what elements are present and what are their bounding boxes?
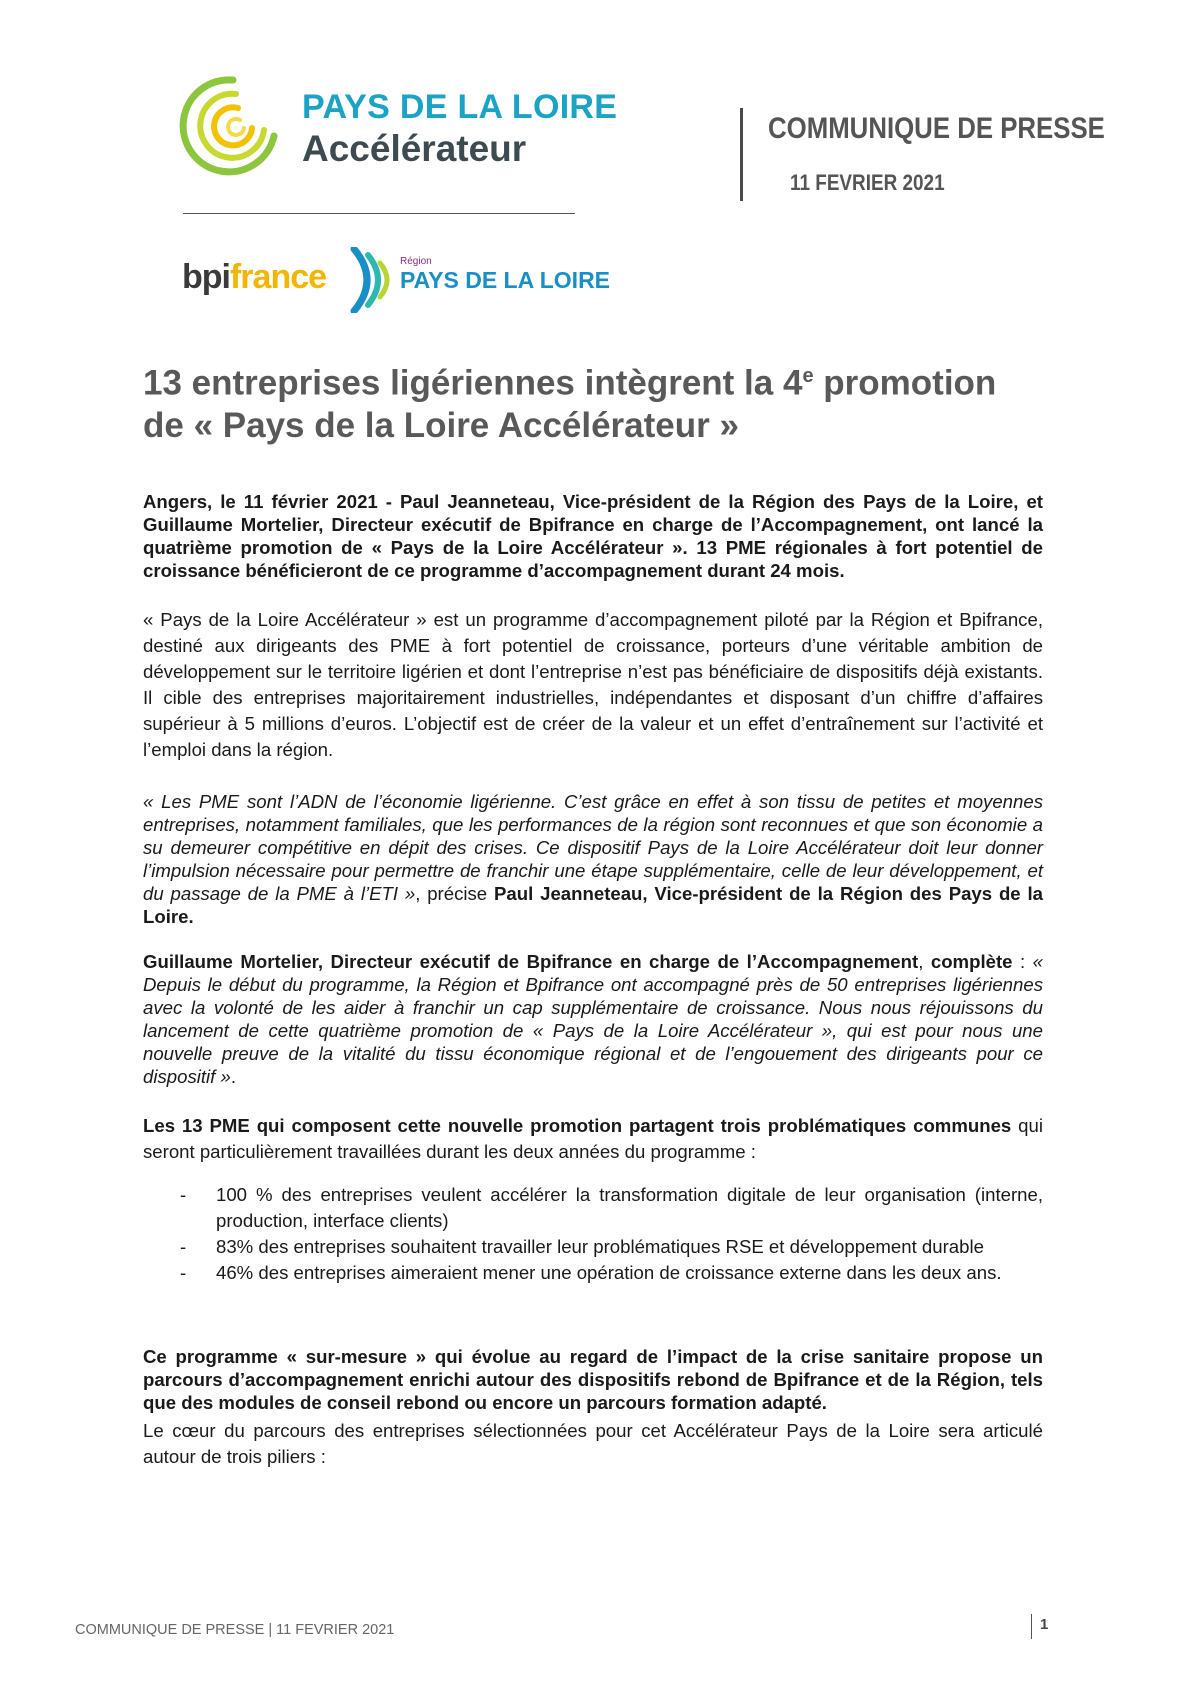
- programme-paragraph: Ce programme « sur-mesure » qui évolue au regard de l’impact de la crise sanitaire propose un parcours d’accompagnement enrichi autour des dispositifs rebond de Bpifrance et de la Région, tels que des modules de conseil rebond ou encore un parcours formation adapté.: [143, 1346, 1043, 1413]
- header-divider: [740, 108, 743, 201]
- accelerateur-swirl-icon: [178, 72, 278, 182]
- page-title: [143, 355, 1043, 447]
- list-item-text: 46% des entreprises aimeraient mener une opération de croissance externe dans les deux ans.: [216, 1262, 1002, 1283]
- piliers-paragraph: Le cœur du parcours des entreprises sélectionnées pour cet Accélérateur Pays de la Loire sera articulé autour de trois piliers :: [143, 1420, 1043, 1467]
- bpifrance-logo: [182, 258, 326, 297]
- quote-attribution-verb: , précise: [415, 883, 494, 904]
- footer-text: COMMUNIQUE DE PRESSE | 11 FEVRIER 2021: [75, 1622, 395, 1638]
- bullet-list: [180, 1182, 1043, 1286]
- quote-colon: :: [1012, 951, 1033, 972]
- region-logo-name: PAYS DE LA LOIRE: [400, 267, 611, 293]
- page-number-divider: [1031, 1614, 1032, 1639]
- press-release-title: COMMUNIQUE DE PRESSE: [768, 112, 1105, 145]
- press-release-date: 11 FEVRIER 2021: [790, 170, 945, 195]
- program-description: « Pays de la Loire Accélérateur » est un programme d’accompagnement piloté par la Région et Bpifrance, destiné aux dirigeants des PME à fort potentiel de croissance, porteurs d’une véritable ambition de développement sur le territoire ligérien et dont l’entreprise n’est pas bénéficiaire de dispositifs déjà existants. Il cible des entreprises majoritairement industrielles, indépendantes et disposant d’un chiffre d’affaires supérieur à 5 millions d’euros. L’objectif est de créer de la valeur et un effet d’entraînement sur l’activité et l’emploi dans la région.: [143, 609, 1043, 760]
- list-item: [180, 1182, 1043, 1234]
- quote-verb: complète: [930, 951, 1013, 972]
- intro-rest: qui seront particulièrement travaillées durant les deux années du programme :: [143, 1115, 1043, 1162]
- quote-speaker: Guillaume Mortelier, Directeur exécutif de Bpifrance en charge de l’Accompagnement: [143, 951, 919, 972]
- bpifrance-logo-part2: france: [229, 258, 327, 296]
- bullet-dash: -: [180, 1184, 187, 1205]
- quote-attribution: Paul Jeanneteau, Vice-président de la Région des Pays de la Loire.: [143, 883, 1044, 927]
- bullet-dash: -: [180, 1262, 187, 1283]
- title-superscript: e: [802, 365, 814, 387]
- list-item: [180, 1234, 1043, 1260]
- list-item: [180, 1260, 1043, 1286]
- region-logo-label: Région: [400, 256, 432, 267]
- title-part2: promotion de « Pays de la Loire Accélérateur »: [143, 363, 997, 445]
- list-item-text: 83% des entreprises souhaitent travailler leur problématiques RSE et développement durable: [216, 1236, 984, 1257]
- bullet-dash: -: [180, 1236, 187, 1257]
- intro-bold: Les 13 PME qui composent cette nouvelle promotion partagent trois problématiques communes: [143, 1115, 1012, 1136]
- quote-text: « Les PME sont l’ADN de l’économie ligérienne. C’est grâce en effet à son tissu de petites et moyennes entreprises, notamment familiales, que les performances de la région sont reconnues et que son économie a su demeurer compétitive en dépit des crises. Ce dispositif Pays de la Loire Accélérateur doit leur donner l’impulsion nécessaire pour permettre de franchir une étape supplémentaire, celle de leur développement, et du passage de la PME à l’ETI »: [143, 791, 1043, 904]
- bpifrance-logo-part1: bpi: [182, 258, 230, 296]
- logo-divider: [183, 213, 575, 214]
- title-part1: 13 entreprises ligériennes intègrent la 4: [143, 363, 803, 403]
- page-number: 1: [1040, 1616, 1049, 1633]
- logo-title-line1: PAYS DE LA LOIRE: [302, 88, 618, 126]
- jeanneteau-quote: [143, 790, 1043, 928]
- quote-separator: ,: [918, 951, 931, 972]
- quote-end: .: [230, 1066, 237, 1087]
- lead-paragraph: Angers, le 11 février 2021 - Paul Jeanneteau, Vice-président de la Région des Pays de la Loire, et Guillaume Mortelier, Directeur exécutif de Bpifrance en charge de l’Accompagnement, ont lancé la quatrième promotion de « Pays de la Loire Accélérateur ». 13 PME régionales à fort potentiel de croissance bénéficieront de ce programme d’accompagnement durant 24 mois.: [143, 491, 1043, 581]
- quote-text: « Depuis le début du programme, la Région et Bpifrance ont accompagné près de 50 entreprises ligériennes avec la volonté de les aider à franchir un cap supplémentaire de croissance. Nous nous réjouissons du lancement de cette quatrième promotion de « Pays de la Loire Accélérateur », qui est pour nous une nouvelle preuve de la vitalité du tissu économique régional et de l’engouement des dirigeants pour ce dispositif »: [143, 951, 1043, 1087]
- mortelier-quote: [143, 950, 1043, 1088]
- logo-title-line2: Accélérateur: [302, 128, 527, 169]
- list-item-text: 100 % des entreprises veulent accélérer la transformation digitale de leur organisation (interne, production, interface clients): [216, 1184, 1043, 1231]
- problematiques-intro: [143, 1113, 1043, 1165]
- region-chevron-icon: [350, 247, 396, 313]
